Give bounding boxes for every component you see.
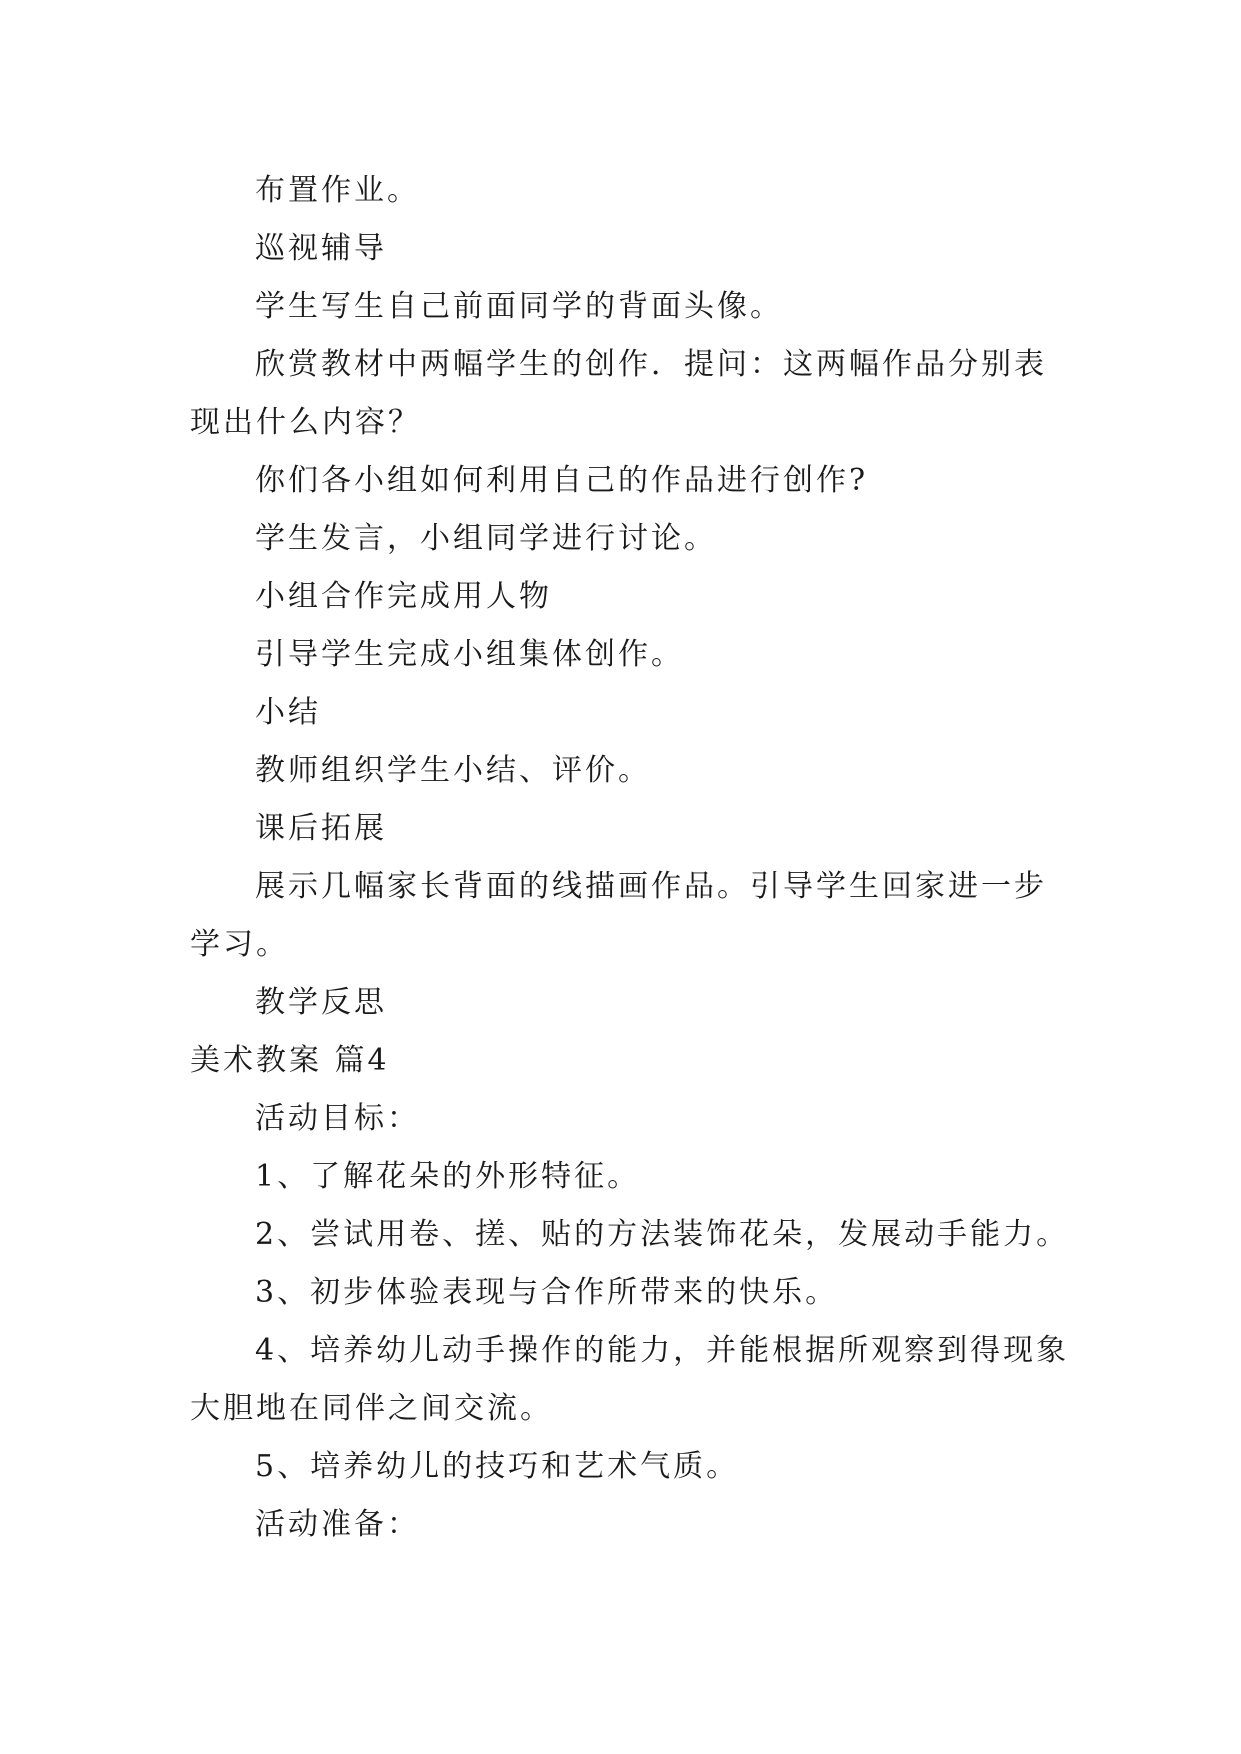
paragraph: 活动目标： [255, 1101, 420, 1136]
paragraph: 教学反思 [255, 985, 387, 1020]
list-item: 1、了解花朵的外形特征。 [255, 1159, 641, 1194]
paragraph: 学生写生自己前面同学的背面头像。 [255, 289, 783, 324]
paragraph: 巡视辅导 [255, 231, 387, 266]
paragraph: 课后拓展 [255, 811, 387, 846]
section-heading: 美术教案 篇4 [190, 1043, 390, 1078]
document-body [190, 162, 1070, 1554]
paragraph: 学生发言，小组同学进行讨论。 [255, 521, 717, 556]
paragraph: 引导学生完成小组集体创作。 [255, 637, 684, 672]
paragraph: 你们各小组如何利用自己的作品进行创作? [255, 463, 869, 498]
paragraph: 小组合作完成用人物 [255, 579, 552, 614]
paragraph: 活动准备： [255, 1507, 420, 1542]
paragraph: 欣赏教材中两幅学生的创作．提问：这两幅作品分别表现出什么内容？ [190, 347, 1047, 440]
paragraph: 展示几幅家长背面的线描画作品。引导学生回家进一步学习。 [190, 869, 1047, 962]
list-item: 3、初步体验表现与合作所带来的快乐。 [255, 1275, 839, 1310]
list-item: 5、培养幼儿的技巧和艺术气质。 [255, 1449, 740, 1484]
paragraph: 布置作业。 [255, 173, 420, 208]
list-item: 4、培养幼儿动手操作的能力，并能根据所观察到得现象大胆地在同伴之间交流。 [190, 1333, 1070, 1426]
paragraph: 教师组织学生小结、评价。 [255, 753, 651, 788]
paragraph: 小结 [255, 695, 321, 730]
list-item: 2、尝试用卷、搓、贴的方法装饰花朵，发展动手能力。 [255, 1217, 1070, 1252]
